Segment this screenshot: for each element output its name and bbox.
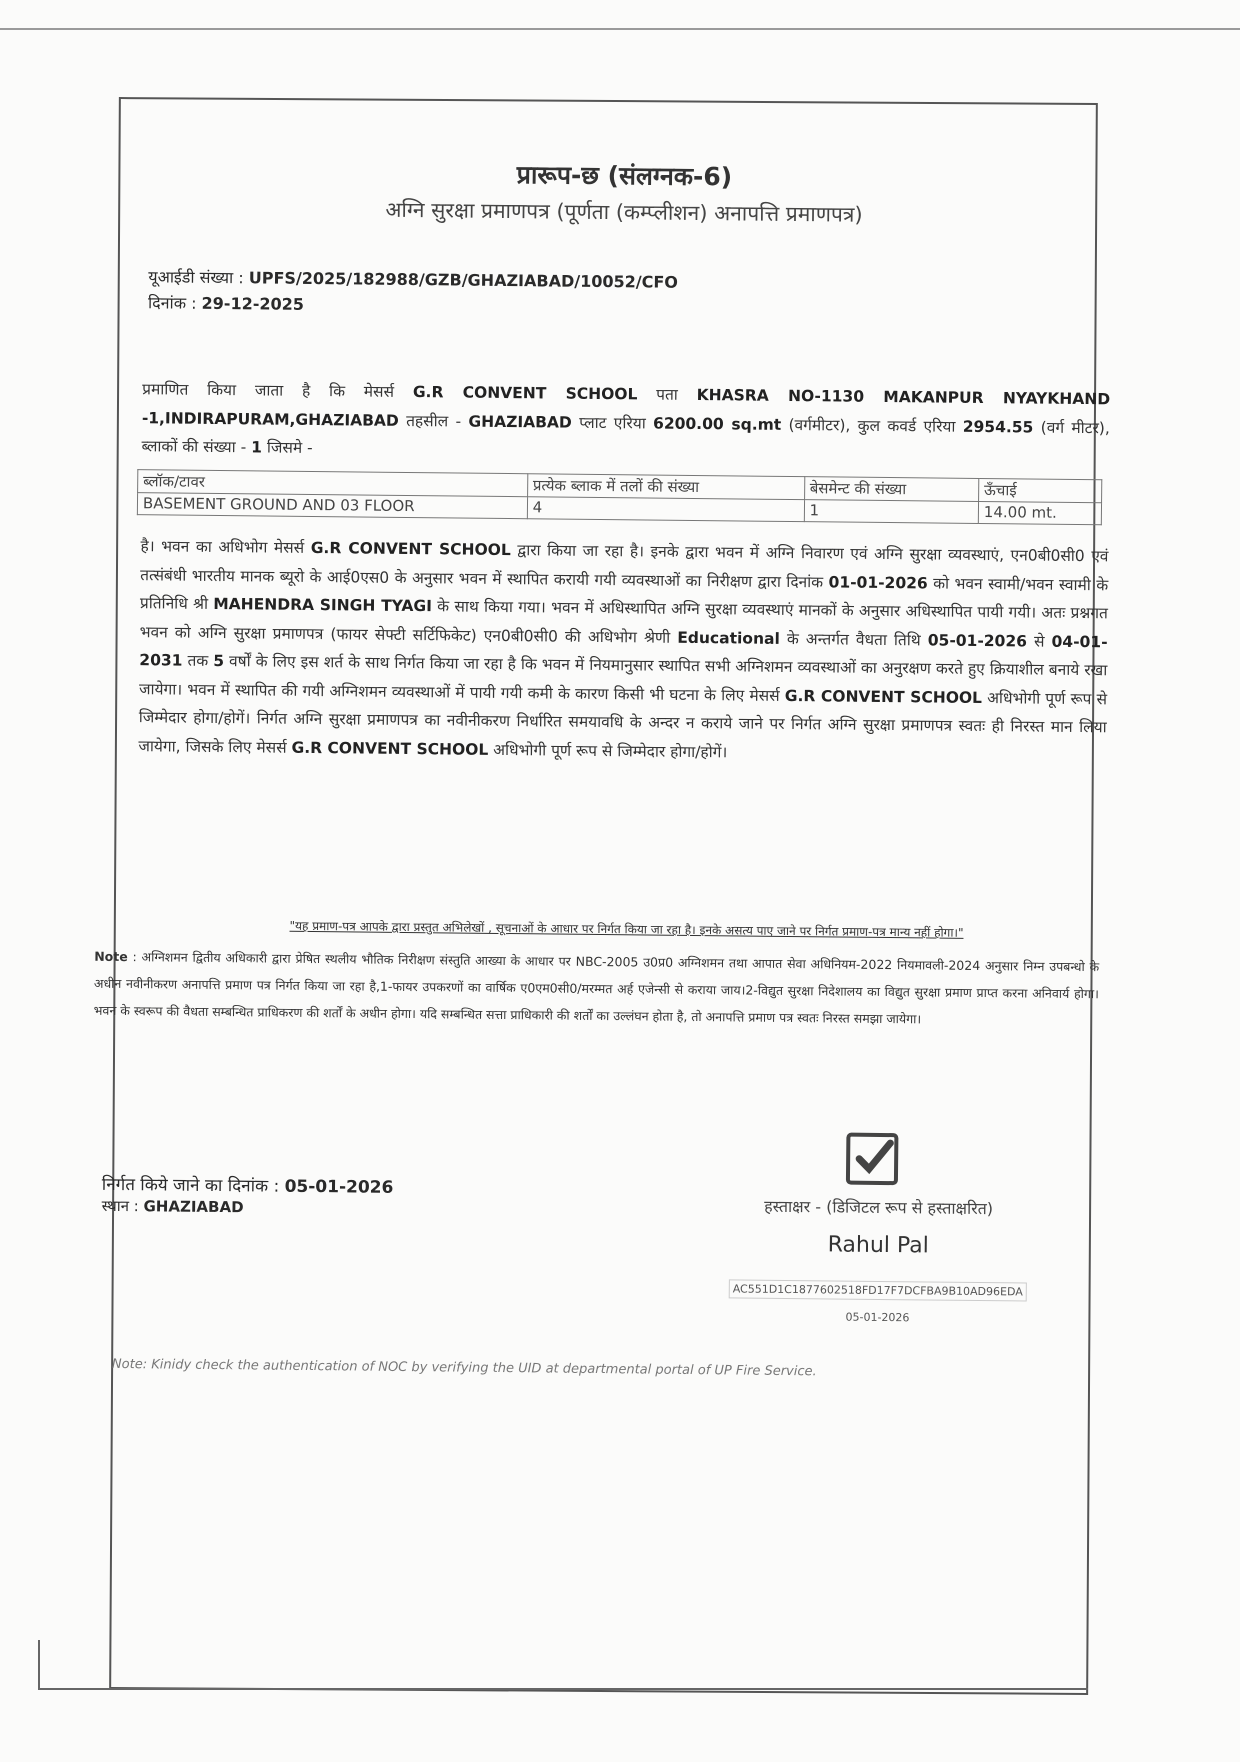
issue-date-line bbox=[102, 1175, 394, 1199]
uid-label: यूआईडी संख्या : bbox=[148, 267, 249, 288]
form-title: प्रारूप-छ (संलग्नक-6) bbox=[516, 160, 733, 192]
place-value: GHAZIABAD bbox=[143, 1197, 244, 1217]
representative-name: MAHENDRA SINGH TYAGI bbox=[213, 594, 433, 616]
date-label: दिनांक : bbox=[147, 293, 202, 313]
date-value: 29-12-2025 bbox=[201, 293, 305, 314]
note-paragraph bbox=[94, 943, 1100, 1035]
block-table bbox=[137, 469, 1102, 525]
uid-line bbox=[148, 265, 678, 293]
signature-label: हस्ताक्षर - (डिजिटल रूप से हस्ताक्षरित) bbox=[764, 1196, 994, 1219]
plot-area: 6200.00 sq.mt bbox=[653, 414, 782, 434]
place-line bbox=[102, 1196, 394, 1220]
footer-note: Note: Kinidy check the authentication of NOC by verifying the UID at departmental portal of UP Fire Service. bbox=[111, 1356, 817, 1380]
text: पता bbox=[637, 385, 697, 405]
uid-value: UPFS/2025/182988/GZB/GHAZIABAD/10052/CFO bbox=[248, 268, 679, 292]
text: से bbox=[1026, 631, 1052, 651]
address: KHASRA NO-1130 MAKANPUR NYAYKHAND -1,INDIRAPURAM,GHAZIABAD bbox=[141, 386, 1111, 430]
disclaimer-quote: "यह प्रमाण-पत्र आपके द्वारा प्रस्तुत अभिलेखों , सूचनाओं के आधार पर निर्गत किया जा रहा है। इनके असत्य पाए जाने पर निर्गत प्रमाण-पत्र मान्य नहीं होगा।" bbox=[289, 918, 964, 940]
tehsil: GHAZIABAD bbox=[468, 412, 572, 432]
certificate-subtitle: अग्नि सुरक्षा प्रमाणपत्र (पूर्णता (कम्प्लीशन) अनापत्ति प्रमाणपत्र) bbox=[385, 197, 863, 227]
signature-hash-wrap bbox=[683, 1277, 1073, 1302]
date-line bbox=[148, 291, 304, 315]
text: तक bbox=[182, 651, 214, 670]
firm-name: G.R CONVENT SCHOOL bbox=[784, 686, 983, 707]
header-cell: ब्लॉक/टावर bbox=[138, 470, 528, 497]
firm-name: G.R CONVENT SCHOOL bbox=[291, 738, 489, 759]
checkbox-check-icon bbox=[846, 1133, 899, 1186]
issue-date-label: निर्गत किये जाने का दिनांक : bbox=[101, 1174, 285, 1197]
intro-paragraph bbox=[141, 375, 1110, 471]
valid-to: 04-01-2031 bbox=[139, 632, 1108, 670]
valid-from: 05-01-2026 bbox=[927, 630, 1028, 650]
text: के साथ किया गया। भवन में अधिस्थापित अग्नि सुरक्षा व्यवस्थाएं मानकों के अनुसार अधिस्थापित पायी गयी। अतः प्रश्नगत भवन को अग्नि सुरक्षा प्रमाणपत्र (फायर सेफ्टी सर्टिफिकेट) एन0बी0सी0 की अधिभोग श्रेणी bbox=[139, 597, 1108, 647]
note-label: Note bbox=[94, 948, 128, 965]
text: (वर्ग मीटर), ब्लाकों की संख्या - bbox=[141, 418, 1110, 457]
cell-block: BASEMENT GROUND AND 03 FLOOR bbox=[137, 493, 527, 519]
text: द्वारा किया जा रहा है। इनके द्वारा भवन में अग्नि निवारण एवं अग्नि सुरक्षा व्यवस्थाएं, एन0बी0सी0 एवं तत्संबंधी भारतीय मानक ब्यूरो के आई0एस0 के अनुसार भवन में स्थापित करायी गयी व्यवस्थाओं का निरीक्षण द्वारा दिनांक bbox=[140, 541, 1109, 591]
issue-details bbox=[102, 1175, 394, 1220]
validity-years: 5 bbox=[213, 651, 225, 671]
text: जिसमे - bbox=[261, 438, 313, 457]
signature-date: 05-01-2026 bbox=[845, 1310, 910, 1325]
text: है। भवन का अधिभोग मेसर्स bbox=[140, 537, 311, 557]
place-label: स्थान : bbox=[101, 1196, 144, 1216]
signature-hash: AC551D1C1877602518FD17F7DCFBA9B10AD96EDA bbox=[729, 1279, 1027, 1301]
body-paragraph bbox=[138, 532, 1108, 770]
occupancy-category: Educational bbox=[677, 628, 780, 648]
cell-floors: 4 bbox=[527, 497, 804, 522]
firm-name: G.R CONVENT SCHOOL bbox=[310, 538, 511, 560]
text: प्रमाणित किया जाता है कि मेसर्स bbox=[142, 380, 413, 402]
text: अधिभोगी पूर्ण रूप से जिम्मेदार होगा/होगें। निर्गत अग्नि सुरक्षा प्रमाणपत्र का नवीनीकरण निर्धारित समयावधि के अन्दर न कराये जाने पर निर्गत अग्नि सुरक्षा प्रमाणपत्र स्वतः ही निरस्त मान लिया जायेगा, जिसके लिए मेसर्स bbox=[138, 688, 1108, 757]
cell-basements: 1 bbox=[804, 500, 979, 524]
text: (वर्गमीटर), कुल कवर्ड एरिया bbox=[781, 415, 963, 436]
header-cell: बेसमेन्ट की संख्या bbox=[804, 477, 979, 502]
text: के अन्तर्गत वैधता तिथि bbox=[779, 629, 928, 649]
note-text: : अग्निशमन द्वितीय अधिकारी द्वारा प्रेषित स्थलीय भौतिक निरीक्षण संस्तुति आख्या के आधार पर NBC-2005 उ0प्र0 अग्निशमन तथा आपात सेवा अधिनियम-2022 नियमावली-2024 अनुसार निम्न उपबन्धो के अधीन नवीनीकरण अनापत्ति प्रमाण पत्र निर्गत किया जा रहा है,1-फायर उपकरणों का वार्षिक ए0एम0सी0/मरम्मत अर्ह एजेन्सी से कराया जाय।2-विद्युत सुरक्षा निदेशालय का विद्युत सुरक्षा प्रमाण प्राप्त करना अनिवार्य होगा। भवन के स्वरूप की वैधता सम्बन्धित प्राधिकरण की शर्तों के अधीन होगा। यदि सम्बन्धित सत्ता प्राधिकारी की शर्तों का उल्लंघन होता है, तो अनापत्ति प्रमाण पत्र स्वतः निरस्त समझा जायेगा। bbox=[93, 949, 1100, 1027]
text: प्लाट एरिया bbox=[571, 413, 654, 433]
header-cell: ऊँचाई bbox=[978, 478, 1101, 502]
cell-height: 14.00 mt. bbox=[978, 501, 1101, 524]
signer-name: Rahul Pal bbox=[827, 1232, 929, 1259]
block-count: 1 bbox=[251, 438, 263, 457]
text: वर्षों के लिए इस शर्त के साथ निर्गत किया जा रहा है कि भवन में नियमानुसार स्थापित सभी अग्निशमन व्यवस्थाओं का अनुरक्षण करते हुए क्रियाशील बनाये रखा जायेगा। भवन में स्थापित की गयी अग्निशमन व्यवस्थाओं में पायी गयी कमी के कारण किसी भी घटना के लिए मेसर्स bbox=[138, 652, 1108, 705]
covered-area: 2954.55 bbox=[962, 417, 1034, 437]
firm-name: G.R CONVENT SCHOOL bbox=[412, 383, 638, 404]
issue-date-value: 05-01-2026 bbox=[284, 1176, 394, 1198]
text: को भवन स्वामी/भवन स्वामी के प्रतिनिधि श्री bbox=[139, 573, 1109, 613]
inspection-date: 01-01-2026 bbox=[828, 572, 928, 592]
text: अधिभोगी पूर्ण रूप से जिम्मेदार होगा/होगें। bbox=[488, 740, 728, 761]
header-cell: प्रत्येक ब्लाक में तलों की संख्या bbox=[527, 474, 804, 500]
text: तहसील - bbox=[398, 411, 469, 431]
